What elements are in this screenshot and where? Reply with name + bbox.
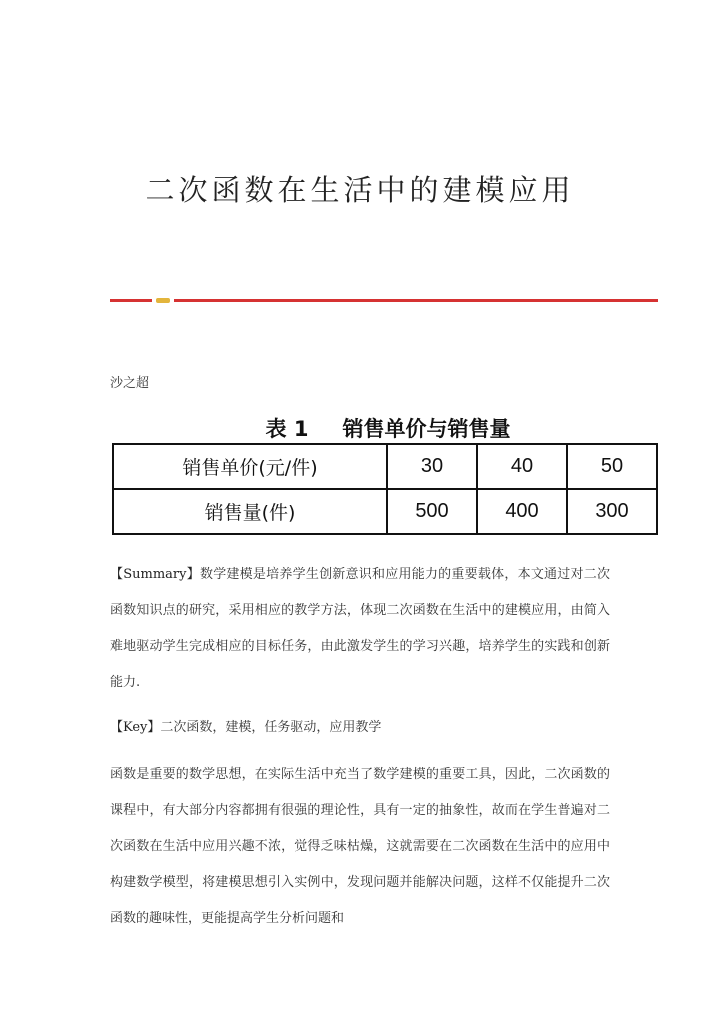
summary-paragraph bbox=[110, 557, 610, 701]
divider-right-segment bbox=[174, 299, 658, 302]
table-cell: 300 bbox=[567, 489, 657, 534]
table-row bbox=[113, 444, 657, 489]
table-caption-title: 销售单价与销售量 bbox=[342, 417, 511, 441]
table-cell: 400 bbox=[477, 489, 567, 534]
table-caption bbox=[0, 413, 720, 443]
body-paragraph: 函数是重要的数学思想，在实际生活中充当了数学建模的重要工具，因此，二次函数的课程中，有大部分内容都拥有很强的理论性，具有一定的抽象性，故而在学生普遍对二次函数在生活中应用兴趣不浓，觉得乏味枯燥，这就需要在二次函数在生活中的应用中构建数学模型，将建模思想引入实例中，发现问题并能解决问题，这样不仅能提升二次函数的趣味性，更能提高学生分析问题和 bbox=[110, 767, 610, 926]
author-name: 沙之超 bbox=[110, 376, 150, 391]
table-row bbox=[113, 489, 657, 534]
sales-table bbox=[112, 443, 658, 535]
table-cell: 40 bbox=[477, 444, 567, 489]
table-cell: 50 bbox=[567, 444, 657, 489]
summary-text: 数学建模是培养学生创新意识和应用能力的重要载体，本文通过对二次函数知识点的研究，采用相应的教学方法，体现二次函数在生活中的建模应用，由简入难地驱动学生完成相应的目标任务，由此激发学生的学习兴趣，培养学生的实践和创新能力. bbox=[110, 567, 610, 690]
title-divider bbox=[110, 297, 658, 303]
table-caption-label: 表 1 bbox=[265, 417, 309, 441]
table-cell: 30 bbox=[387, 444, 477, 489]
table-cell: 500 bbox=[387, 489, 477, 534]
document-title: 二次函数在生活中的建模应用 bbox=[145, 173, 575, 207]
keywords-paragraph bbox=[110, 710, 610, 746]
row-header-quantity: 销售量(件) bbox=[113, 489, 387, 534]
keywords-label: 【Key】 bbox=[110, 720, 161, 735]
divider-left-segment bbox=[110, 299, 152, 302]
keywords-text: 二次函数，建模，任务驱动，应用教学 bbox=[160, 720, 382, 735]
divider-mark bbox=[156, 298, 170, 303]
summary-label: 【Summary】 bbox=[110, 567, 200, 582]
row-header-price: 销售单价(元/件) bbox=[113, 444, 387, 489]
